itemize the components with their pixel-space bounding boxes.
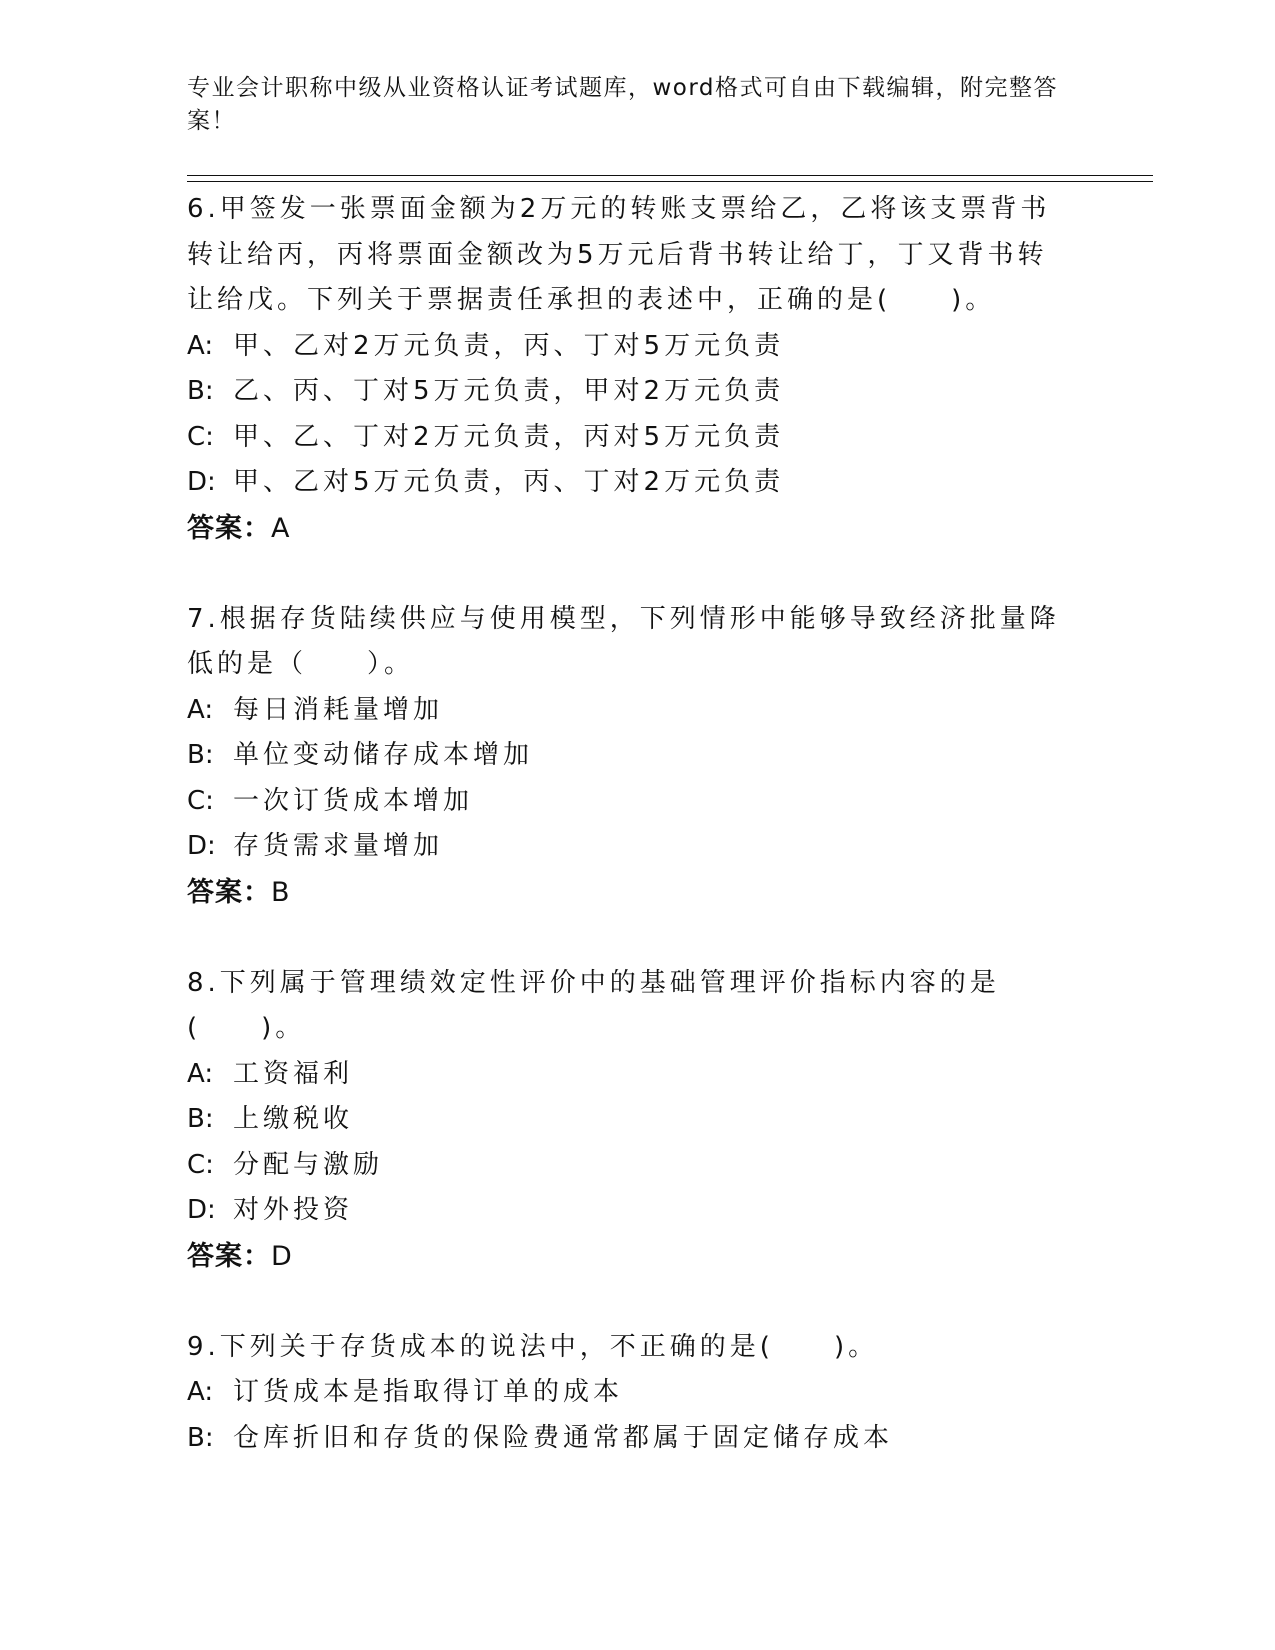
answer-label: 答案：	[187, 876, 271, 908]
header-divider-bottom	[187, 181, 1153, 182]
option-key: D:	[187, 1195, 216, 1225]
document-header: 专业会计职称中级从业资格认证考试题库，word格式可自由下载编辑，附完整答案！	[187, 75, 1059, 134]
option-text: 甲、乙、丁对2万元负责，丙对5万元负责	[233, 421, 785, 452]
answer-value: B	[271, 876, 291, 908]
option-d	[187, 824, 1067, 870]
option-c	[187, 779, 1067, 825]
option-c	[187, 1143, 1067, 1189]
option-text: 一次订货成本增加	[233, 785, 474, 816]
option-key: D:	[187, 467, 216, 497]
option-a	[187, 688, 1067, 734]
answer-line	[187, 870, 1067, 916]
option-text: 甲、乙对5万元负责，丙、丁对2万元负责	[233, 467, 785, 497]
option-b	[187, 369, 1067, 415]
option-key: C:	[187, 785, 214, 816]
option-key: B:	[187, 740, 214, 770]
option-text: 工资福利	[233, 1058, 354, 1089]
option-key: A:	[187, 1058, 214, 1089]
option-key: C:	[187, 1149, 214, 1180]
option-text: 分配与激励	[233, 1149, 384, 1180]
answer-value: A	[271, 512, 291, 544]
option-text: 仓库折旧和存货的保险费通常都属于固定储存成本	[233, 1422, 894, 1453]
option-a	[187, 1370, 1067, 1416]
question-stem: 8.下列属于管理绩效定性评价中的基础管理评价指标内容的是( )。	[187, 967, 1000, 1043]
answer-label: 答案：	[187, 1240, 271, 1272]
option-key: A:	[187, 694, 214, 725]
question-list	[187, 187, 1067, 1461]
answer-value: D	[271, 1240, 293, 1272]
option-text: 存货需求量增加	[233, 831, 444, 861]
option-d	[187, 460, 1067, 506]
option-key: A:	[187, 1377, 214, 1407]
question-stem: 7.根据存货陆续供应与使用模型，下列情形中能够导致经济批量降低的是（ ）。	[187, 603, 1060, 679]
option-b	[187, 733, 1067, 779]
option-a	[187, 324, 1067, 370]
option-c	[187, 415, 1067, 461]
question-8	[187, 961, 1067, 1280]
option-key: A:	[187, 330, 214, 361]
option-b	[187, 1097, 1067, 1143]
option-text: 单位变动储存成本增加	[233, 740, 534, 770]
question-7	[187, 597, 1067, 916]
option-key: D:	[187, 831, 216, 861]
option-a	[187, 1052, 1067, 1098]
option-b	[187, 1416, 1067, 1462]
question-stem: 6.甲签发一张票面金额为2万元的转账支票给乙，乙将该支票背书转让给丙，丙将票面金额改为5万元后背书转让给丁，丁又背书转让给戊。下列关于票据责任承担的表述中，正确的是( )。	[187, 194, 1051, 315]
question-6	[187, 187, 1067, 551]
option-text: 乙、丙、丁对5万元负责，甲对2万元负责	[233, 376, 785, 406]
question-9	[187, 1325, 1067, 1462]
option-key: C:	[187, 421, 214, 452]
question-stem: 9.下列关于存货成本的说法中，不正确的是( )。	[187, 1331, 879, 1362]
answer-label: 答案：	[187, 512, 271, 544]
option-key: B:	[187, 376, 214, 406]
option-d	[187, 1188, 1067, 1234]
answer-line	[187, 506, 1067, 552]
option-text: 甲、乙对2万元负责，丙、丁对5万元负责	[233, 330, 785, 361]
option-text: 对外投资	[233, 1195, 354, 1225]
header-divider-top	[187, 175, 1153, 176]
option-key: B:	[187, 1422, 214, 1453]
answer-line	[187, 1234, 1067, 1280]
option-text: 上缴税收	[233, 1104, 354, 1134]
option-text: 订货成本是指取得订单的成本	[233, 1377, 624, 1407]
option-key: B:	[187, 1104, 214, 1134]
option-text: 每日消耗量增加	[233, 694, 444, 725]
